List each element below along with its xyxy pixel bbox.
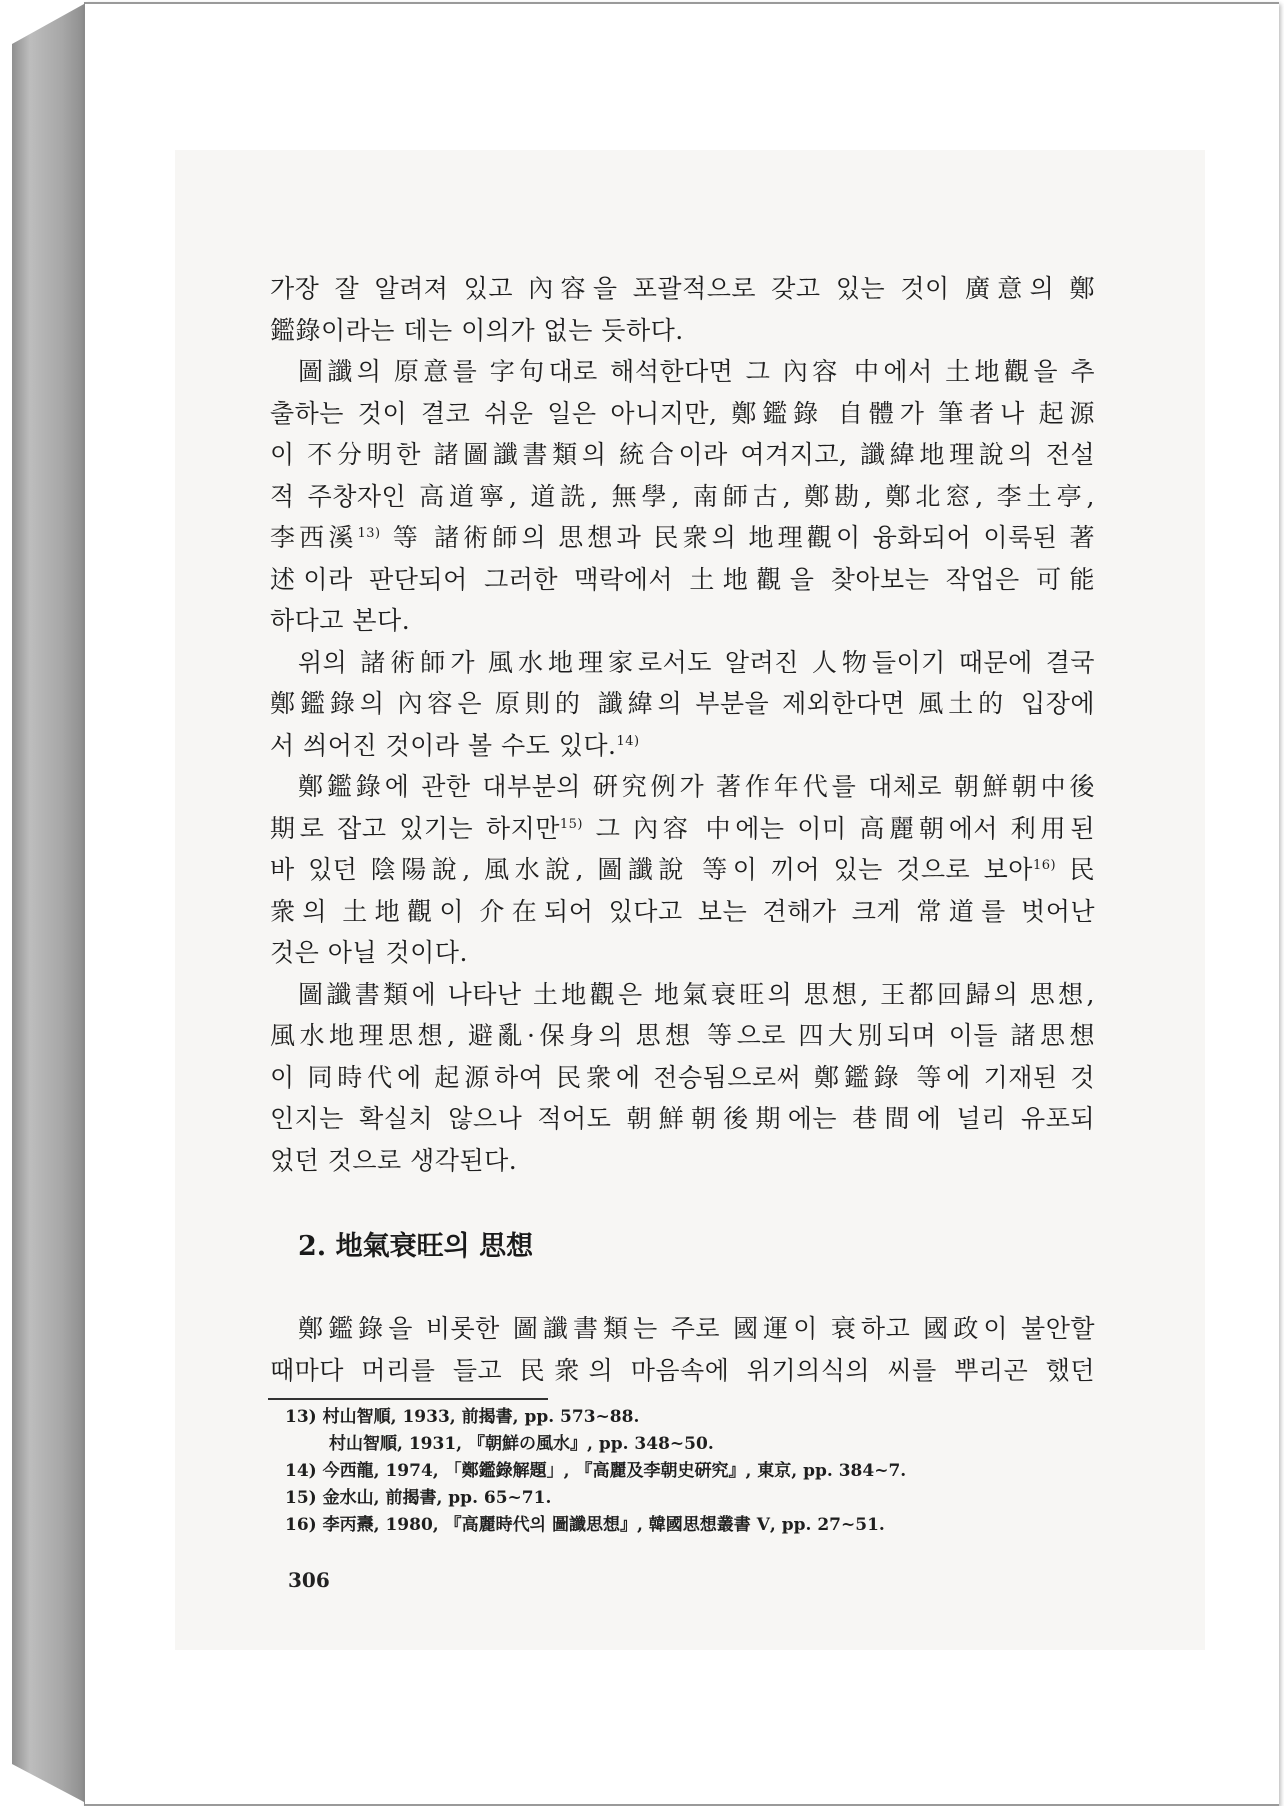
body-line: 期로 잡고 있기는 하지만$^{15)}$ 그 內容 中에는 이미 高麗朝에서 利用된	[270, 813, 1095, 843]
body-line: 述이라 판단되어 그러한 맥락에서 土地觀을 찾아보는 작업은 可能	[270, 564, 1095, 594]
footnotes	[285, 1404, 1065, 1539]
body-line: 하다고 본다.	[270, 606, 411, 635]
body-line: 鄭鑑錄의 內容은 原則的 讖緯의 부분을 제외한다면 風土的 입장에	[270, 689, 1095, 718]
section-line: 鄭鑑錄을 비롯한 圖讖書類는 주로 國運이 衰하고 國政이 불안할	[298, 1314, 1095, 1343]
body-line: 圖讖의 原意를 字句대로 해석한다면 그 內容 中에서 土地觀을 추	[298, 357, 1095, 386]
section-text	[270, 1308, 1095, 1391]
book-spine	[12, 4, 84, 1802]
body-line: 이 同時代에 起源하여 民衆에 전승됨으로써 鄭鑑錄 等에 기재된 것	[270, 1062, 1095, 1092]
body-line: 바 있던 陰陽說, 風水說, 圖讖說 等이 끼어 있는 것으로 보아$^{16)}$ 民	[270, 855, 1095, 884]
body-line: 風水地理思想, 避亂·保身의 思想 等으로 四大別되며 이들 諸思想	[270, 1021, 1095, 1050]
footnote: 15) 金水山, 前揭書, pp. 65~71.	[285, 1488, 552, 1508]
body-line: 것은 아닐 것이다.	[270, 938, 468, 967]
footnote: 16) 李丙燾, 1980, 『高麗時代의 圖讖思想』, 韓國思想叢書 Ⅴ, pp. 27~51.	[285, 1515, 885, 1535]
body-line: 출하는 것이 결코 쉬운 일은 아니지만, 鄭鑑錄 自體가 筆者나 起源	[270, 398, 1095, 428]
body-line: 인지는 확실치 않으나 적어도 朝鮮朝後期에는 巷間에 널리 유포되	[270, 1104, 1095, 1133]
body-line: 위의 諸術師가 風水地理家로서도 알려진 人物들이기 때문에 결국	[298, 647, 1095, 677]
body-line: 鄭鑑錄에 관한 대부분의 硏究例가 著作年代를 대체로 朝鮮朝中後	[298, 772, 1095, 801]
footnote: 13) 村山智順, 1933, 前揭書, pp. 573~88.	[285, 1407, 640, 1427]
section-heading: 2. 地氣衰旺의 思想	[298, 1231, 534, 1262]
body-line: 었던 것으로 생각된다.	[270, 1145, 518, 1175]
body-line: 衆의 土地觀이 介在되어 있다고 보는 견해가 크게 常道를 벗어난	[270, 896, 1095, 926]
body-line: 鑑錄이라는 데는 이의가 없는 듯하다.	[270, 315, 684, 345]
footnote: 村山智順, 1931, 『朝鮮の風水』, pp. 348~50.	[329, 1434, 714, 1454]
footnote-divider	[268, 1398, 548, 1400]
body-line: 적 주창자인 高道寧, 道詵, 無學, 南師古, 鄭勘, 鄭北窓, 李土亭,	[270, 481, 1095, 511]
body-text	[270, 268, 1095, 1181]
body-line: 가장 잘 알려져 있고 內容을 포괄적으로 갖고 있는 것이 廣意의 鄭	[270, 274, 1095, 303]
body-line: 이 不分明한 諸圖讖書類의 統合이라 여겨지고, 讖緯地理說의 전설	[270, 440, 1095, 469]
footnote: 14) 今西龍, 1974, 「鄭鑑錄解題」, 『高麗及李朝史硏究』, 東京, pp. 384~7.	[285, 1461, 907, 1481]
body-line: 서 씌어진 것이라 볼 수도 있다.$^{14)}$	[270, 730, 640, 760]
body-line: 李西溪$^{13)}$ 等 諸術師의 思想과 民衆의 地理觀이 융화되어 이룩된 著	[270, 523, 1095, 552]
section-line: 때마다 머리를 들고 民衆의 마음속에 위기의식의 씨를 뿌리곤 했던	[270, 1355, 1095, 1385]
body-line: 圖讖書類에 나타난 土地觀은 地氣衰旺의 思想, 王都回歸의 思想,	[298, 979, 1095, 1009]
page-number: 306	[288, 1568, 330, 1592]
